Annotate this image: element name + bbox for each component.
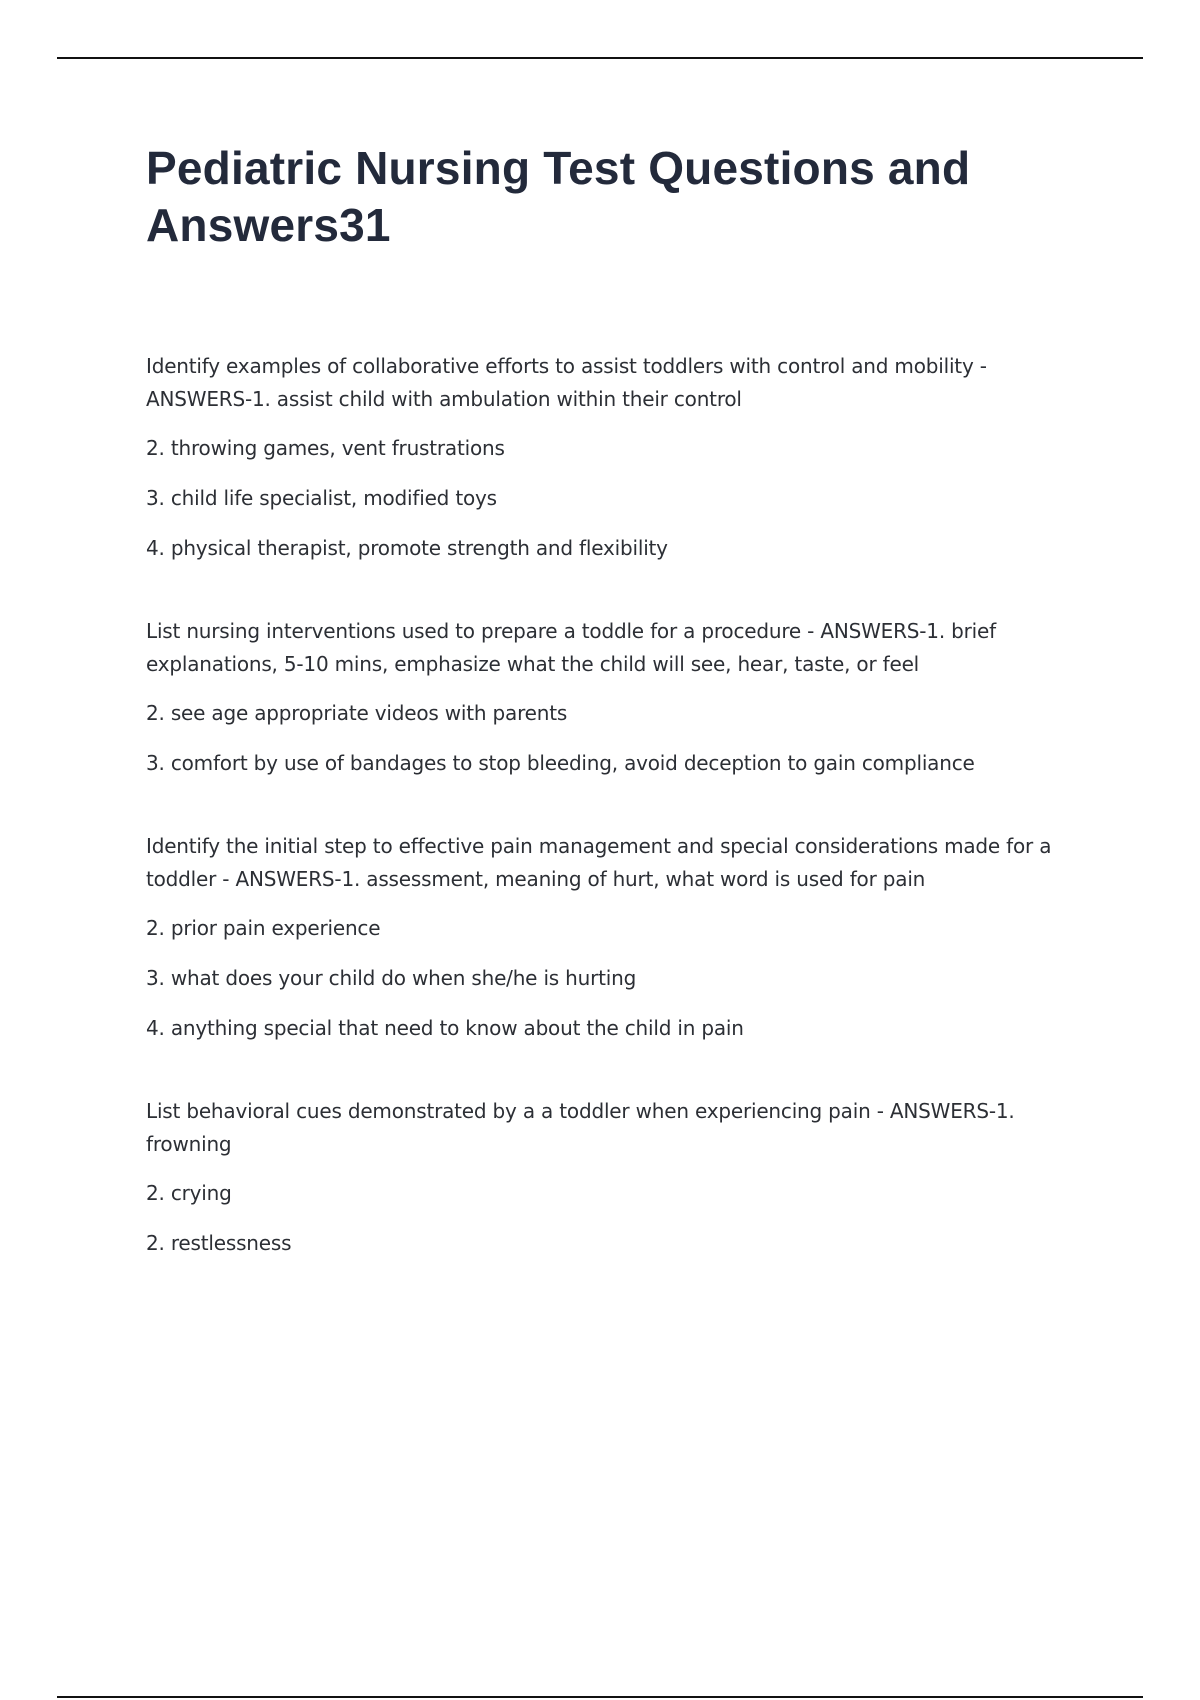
qa-item-2 <box>146 615 1056 780</box>
question-text: List behavioral cues demonstrated by a a toddler when experiencing pain - ANSWERS-1. frowning <box>146 1099 1015 1156</box>
document-title: Pediatric Nursing Test Questions and Answers31 <box>146 142 971 251</box>
answer-line: 4. physical therapist, promote strength and flexibility <box>146 536 668 560</box>
qa-item-4 <box>146 1095 1056 1260</box>
top-rule <box>57 57 1143 59</box>
answer-line: 3. what does your child do when she/he is hurting <box>146 966 637 990</box>
bottom-rule <box>57 1696 1143 1698</box>
qa-item-1 <box>146 350 1056 565</box>
answer-line: 2. throwing games, vent frustrations <box>146 436 505 460</box>
qa-list <box>146 350 1056 1260</box>
answer-line: 2. prior pain experience <box>146 916 381 940</box>
document-body <box>146 140 1056 1310</box>
answer-line: 2. restlessness <box>146 1231 292 1255</box>
qa-item-3 <box>146 830 1056 1045</box>
question-text: Identify examples of collaborative efforts to assist toddlers with control and mobility - ANSWERS-1. assist child with ambulation within their control <box>146 354 987 411</box>
answer-line: 3. comfort by use of bandages to stop bleeding, avoid deception to gain compliance <box>146 751 975 775</box>
answer-line: 4. anything special that need to know about the child in pain <box>146 1016 744 1040</box>
question-text: List nursing interventions used to prepare a toddle for a procedure - ANSWERS-1. brief explanations, 5-10 mins, emphasize what the child will see, hear, taste, or feel <box>146 619 996 676</box>
question-text: Identify the initial step to effective pain management and special considerations made for a toddler - ANSWERS-1. assessment, meaning of hurt, what word is used for pain <box>146 834 1052 891</box>
answer-line: 3. child life specialist, modified toys <box>146 486 497 510</box>
answer-line: 2. crying <box>146 1181 232 1205</box>
answer-line: 2. see age appropriate videos with parents <box>146 701 568 725</box>
